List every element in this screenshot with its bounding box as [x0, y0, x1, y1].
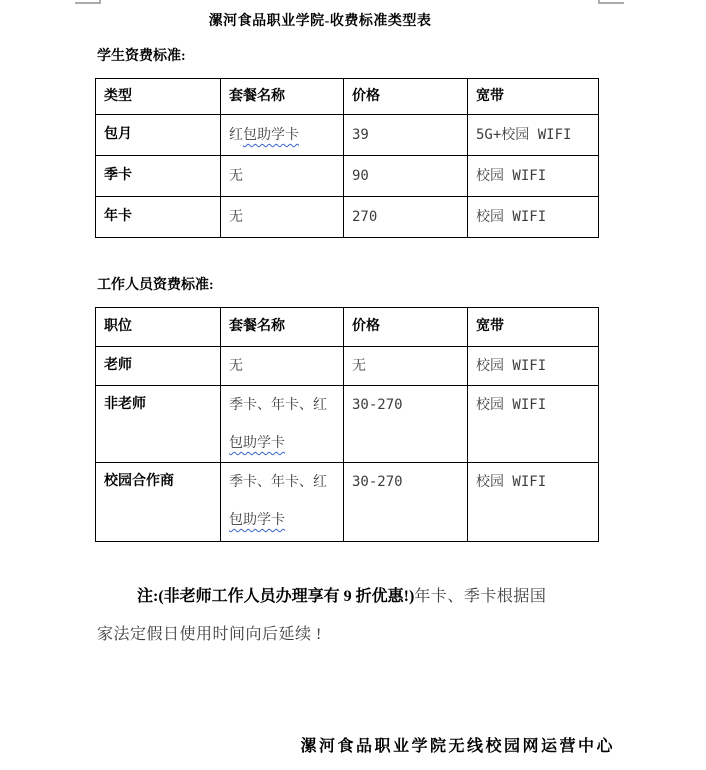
broadband-cell: 校园 WIFI: [468, 347, 599, 386]
package-text-misspelled: 包助学卡: [243, 127, 299, 143]
price-cell: 90: [344, 156, 468, 197]
broadband-cell: 校园 WIFI: [468, 197, 599, 238]
header-cell-price: 价格: [344, 308, 468, 347]
note-line-1-rest: 年卡、季卡根据国: [414, 588, 547, 605]
table-row: [96, 115, 599, 156]
crop-mark-left-vertical: [99, 0, 101, 4]
package-text-line2: [229, 424, 335, 462]
package-cell: 无: [221, 347, 344, 386]
header-cell-price: 价格: [344, 79, 468, 115]
position-cell: 非老师: [96, 386, 221, 463]
position-cell: 校园合作商: [96, 463, 221, 542]
package-text-line1: 季卡、年卡、红: [229, 474, 327, 490]
price-cell: 无: [344, 347, 468, 386]
note-lead-bold: 注:(非老师工作人员办理享有 9 折优惠!): [137, 588, 415, 605]
package-cell: [221, 115, 344, 156]
footer-credit: 漯河食品职业学院无线校园网运营中心: [300, 738, 615, 755]
table-row: [96, 197, 599, 238]
package-text-misspelled: 包助学卡: [229, 512, 285, 528]
table-row: [96, 156, 599, 197]
price-cell: 30-270: [344, 386, 468, 463]
price-cell: 270: [344, 197, 468, 238]
table-header-row: [96, 308, 599, 347]
section-heading-student: 学生资费标准:: [97, 49, 186, 64]
staff-fee-table: [95, 307, 599, 542]
crop-mark-right-vertical: [598, 0, 600, 4]
price-cell: 30-270: [344, 463, 468, 542]
package-text: 红: [229, 127, 243, 143]
broadband-cell: 校园 WIFI: [468, 386, 599, 463]
table-row: [96, 463, 599, 542]
section-heading-staff: 工作人员资费标准:: [97, 278, 214, 293]
package-cell: [221, 463, 344, 542]
page-title: 漯河食品职业学院-收费标准类型表: [208, 14, 432, 29]
package-text-line2: [229, 501, 335, 539]
table-header-row: [96, 79, 599, 115]
note-paragraph: [97, 578, 600, 654]
package-text-line1: 季卡、年卡、红: [229, 397, 327, 413]
header-cell-type: 类型: [96, 79, 221, 115]
header-cell-broadband: 宽带: [468, 79, 599, 115]
package-cell: [221, 386, 344, 463]
type-cell: 季卡: [96, 156, 221, 197]
package-text-misspelled: 包助学卡: [229, 435, 285, 451]
position-cell: 老师: [96, 347, 221, 386]
header-cell-position: 职位: [96, 308, 221, 347]
header-cell-package: 套餐名称: [221, 308, 344, 347]
broadband-cell: 校园 WIFI: [468, 156, 599, 197]
package-cell: 无: [221, 197, 344, 238]
crop-mark-left-horizontal: [75, 2, 101, 4]
type-cell: 年卡: [96, 197, 221, 238]
header-cell-package: 套餐名称: [221, 79, 344, 115]
student-fee-table: [95, 78, 599, 238]
crop-mark-right-horizontal: [598, 2, 624, 4]
note-line-1: [97, 578, 600, 616]
header-cell-broadband: 宽带: [468, 308, 599, 347]
table-row: [96, 347, 599, 386]
broadband-cell: 5G+校园 WIFI: [468, 115, 599, 156]
price-cell: 39: [344, 115, 468, 156]
type-cell: 包月: [96, 115, 221, 156]
note-line-2: 家法定假日使用时间向后延续 !: [97, 626, 322, 643]
package-cell: 无: [221, 156, 344, 197]
broadband-cell: 校园 WIFI: [468, 463, 599, 542]
table-row: [96, 386, 599, 463]
